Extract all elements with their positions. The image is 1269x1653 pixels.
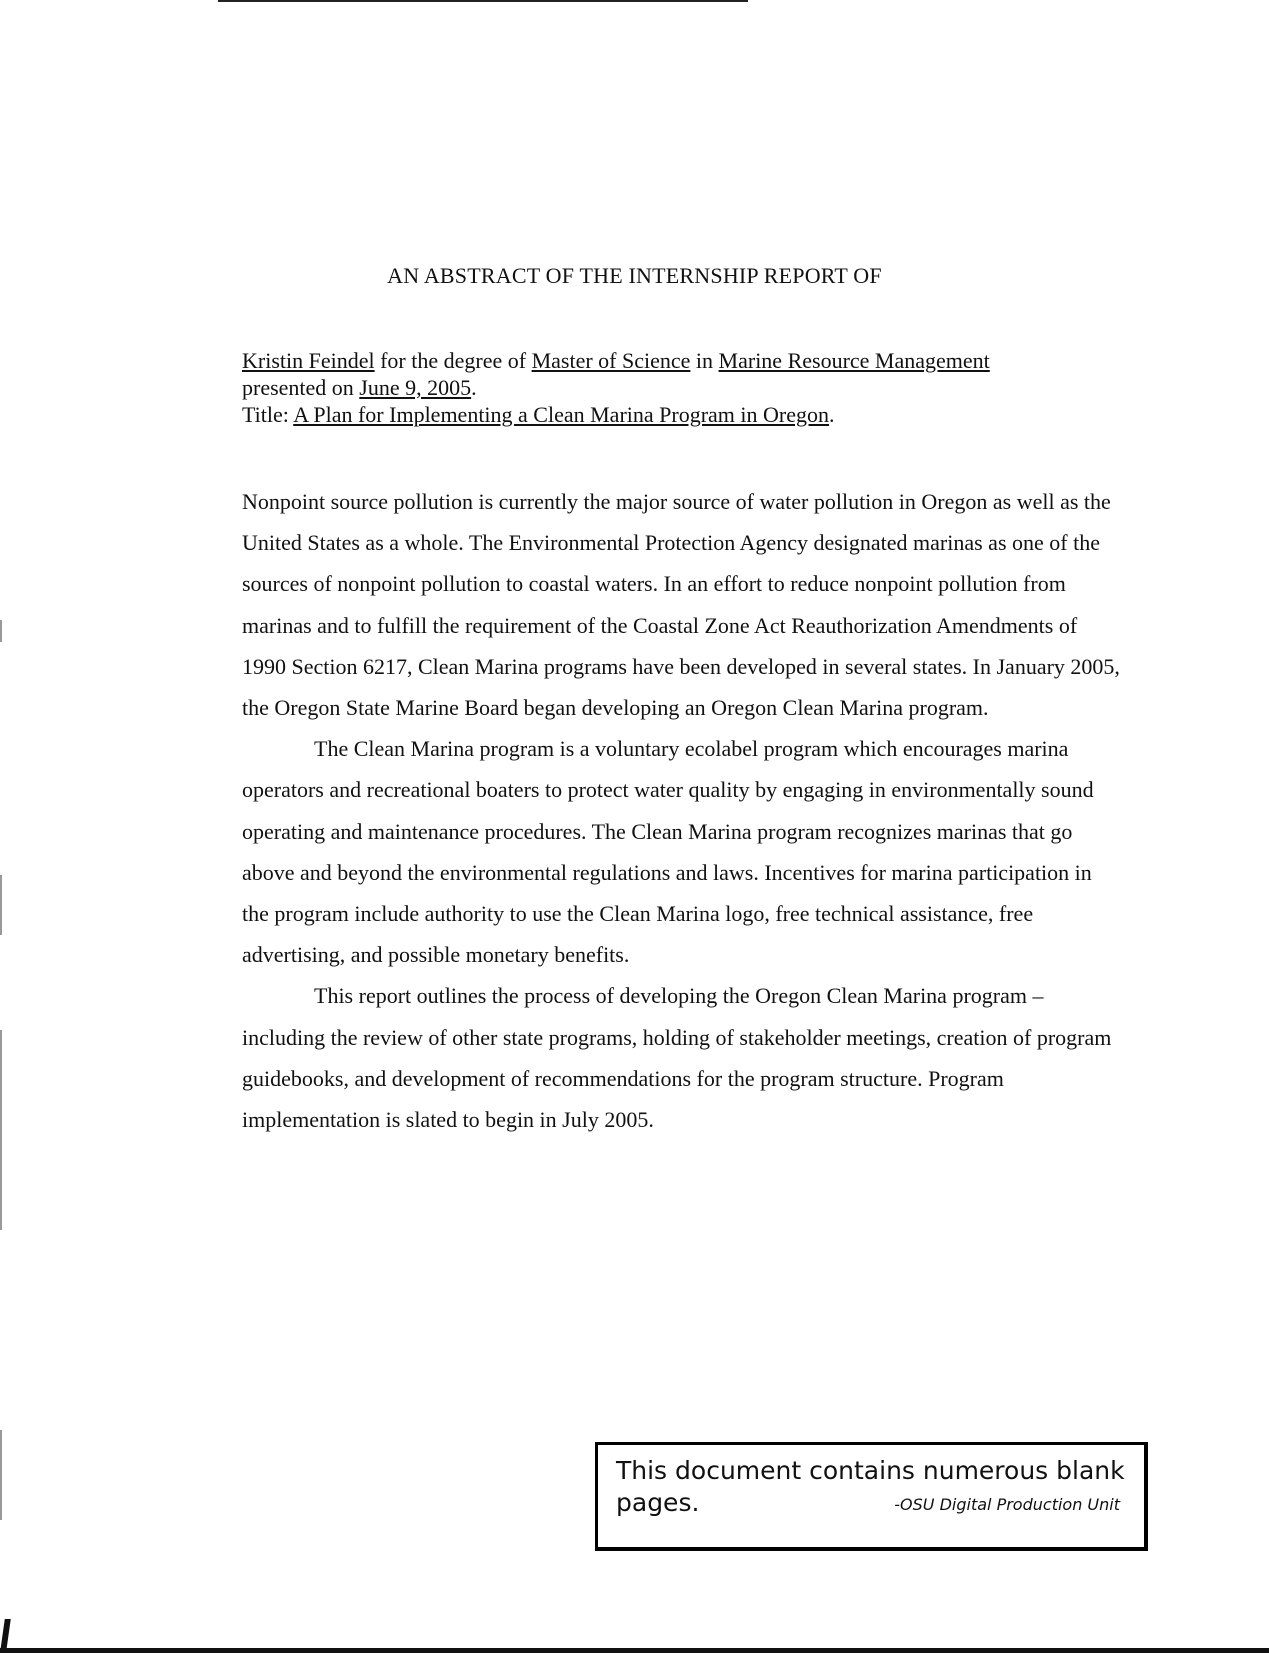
scan-edge-mark	[0, 1430, 2, 1520]
scan-edge-top	[218, 0, 748, 2]
title-prefix: Title:	[242, 402, 289, 427]
abstract-paragraph-2: The Clean Marina program is a voluntary ecolabel program which encourages marina operators and recreational boaters to protect water quality by engaging in environmentally sound operating and maintenance procedures. The Clean Marina program recognizes marinas that go above and beyond the environmental regulations and laws. Incentives for marina participation in the program include authority to use the Clean Marina logo, free technical assistance, free advertising, and possible monetary benefits.	[242, 736, 1094, 968]
author-name: Kristin Feindel	[242, 348, 375, 373]
date-suffix: .	[471, 375, 477, 400]
meta-line-date	[242, 374, 1122, 401]
field-prefix: in	[695, 348, 714, 373]
report-meta	[242, 347, 1122, 428]
notice-credit: -OSU Digital Production Unit	[894, 1495, 1120, 1514]
presented-prefix: presented on	[242, 375, 354, 400]
abstract-paragraph-3: This report outlines the process of developing the Oregon Clean Marina program – including the review of other state programs, holding of stakeholder meetings, creation of program guidebooks, and development of recommendations for the program structure. Program implementation is slated to begin in July 2005.	[242, 983, 1112, 1133]
blank-pages-notice	[595, 1442, 1148, 1551]
field-name: Marine Resource Management	[718, 348, 990, 373]
scan-edge-mark	[0, 875, 2, 935]
title-suffix: .	[829, 402, 835, 427]
abstract-body	[242, 481, 1120, 1140]
notice-text: This document contains numerous blank pages.	[616, 1456, 1125, 1517]
meta-line-author	[242, 347, 1122, 374]
degree-prefix: for the degree of	[380, 348, 527, 373]
abstract-paragraph-1: Nonpoint source pollution is currently the major source of water pollution in Oregon as well as the United States as a whole. The Environmental Protection Agency designated marinas as one of the sources of nonpoint pollution to coastal waters. In an effort to reduce nonpoint pollution from marinas and to fulfill the requirement of the Coastal Zone Act Reauthorization Amendments of 1990 Section 6217, Clean Marina programs have been developed in several states. In January 2005, the Oregon State Marine Board began developing an Oregon Clean Marina program.	[242, 489, 1120, 721]
presented-date: June 9, 2005	[359, 375, 472, 400]
report-title: A Plan for Implementing a Clean Marina Program in Oregon	[293, 402, 830, 427]
scan-edge-bottom	[0, 1648, 1269, 1653]
scan-edge-mark	[0, 620, 2, 642]
degree-name: Master of Science	[531, 348, 691, 373]
scan-edge-mark	[0, 1030, 2, 1230]
page-heading: AN ABSTRACT OF THE INTERNSHIP REPORT OF	[387, 263, 882, 288]
meta-line-title	[242, 401, 1122, 428]
